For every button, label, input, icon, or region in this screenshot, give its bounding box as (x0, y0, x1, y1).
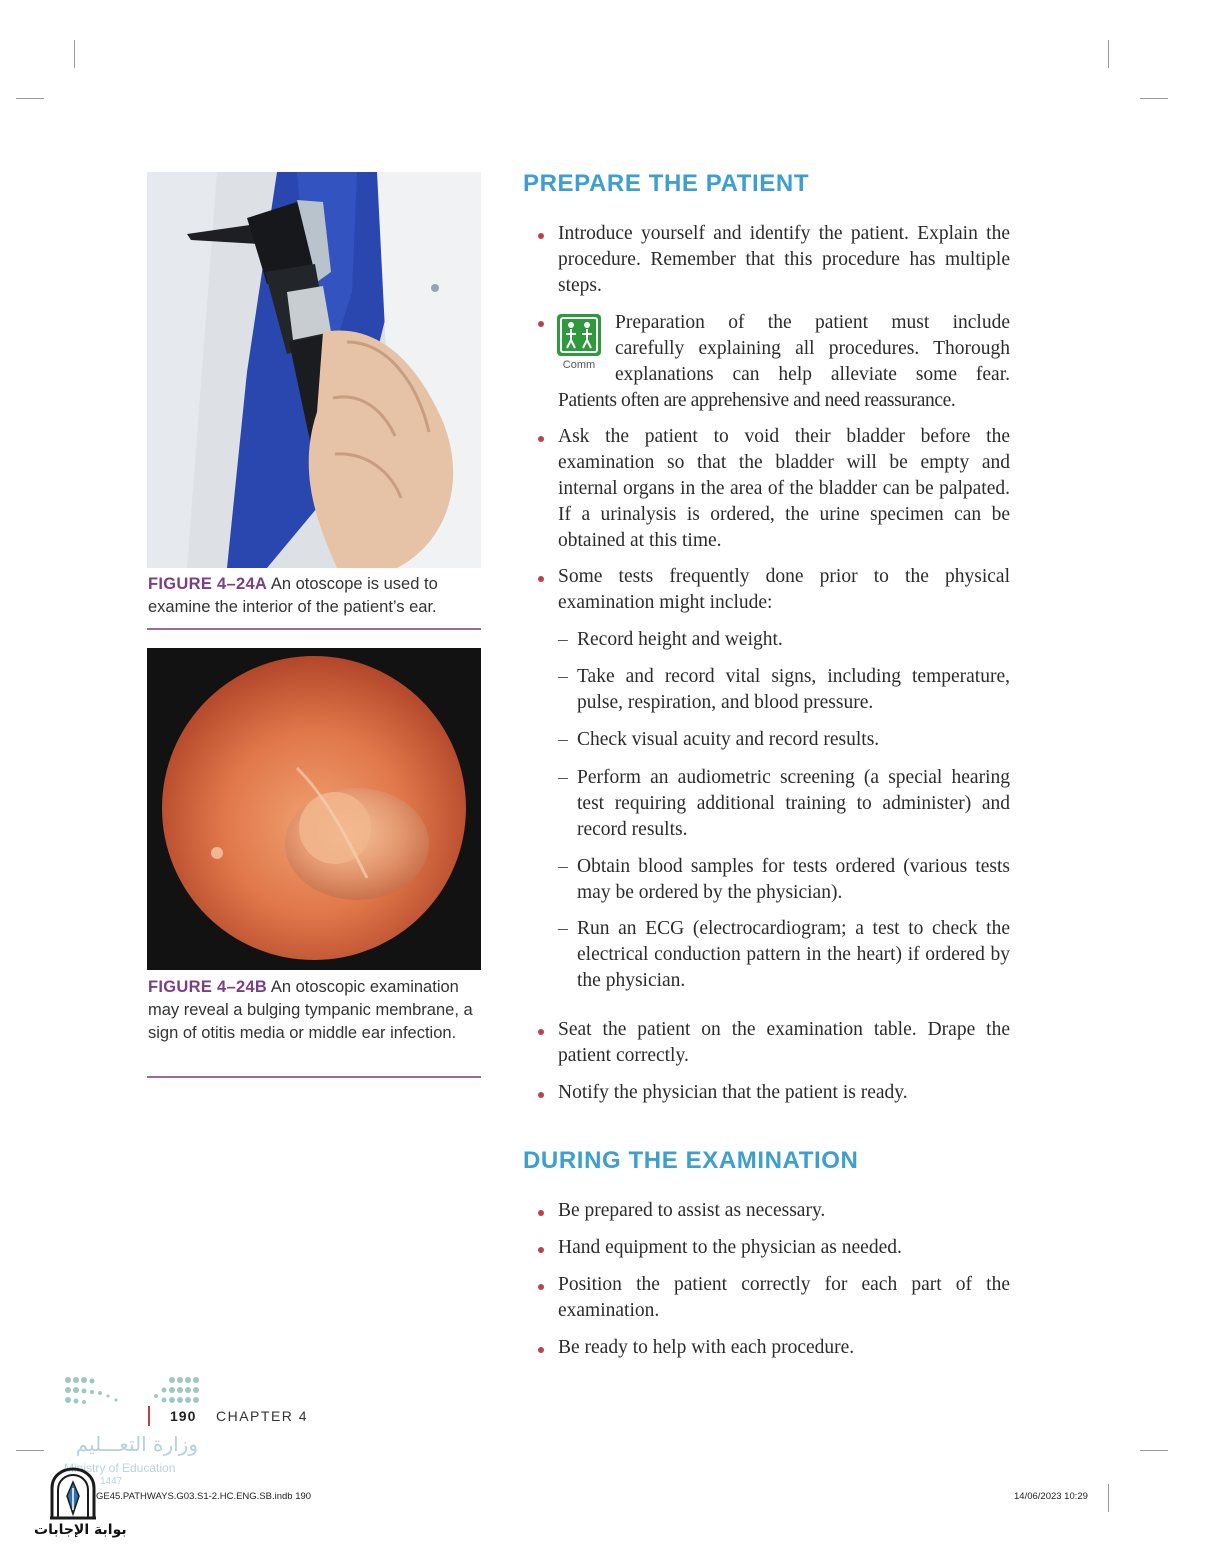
dash-marker: – (558, 767, 568, 788)
bullet-text: Position the patient correctly for each part of the examination. (558, 1274, 1010, 1321)
bullet-icon (538, 233, 544, 239)
caption-text: An otoscope is used to examine the interior of the patient’s ear. (148, 575, 438, 616)
bullet-text-line: explanations can help alleviate some fear. (615, 364, 1010, 385)
figure-caption (148, 976, 482, 1045)
bullet-text: Be prepared to assist as necessary. (558, 1200, 826, 1221)
ministry-name-en: Ministry of Education (64, 1461, 176, 1475)
bullet-text: Ask the patient to void their bladder before the examination so that the bladder will be empty and internal organs in the area of the bladder can be palpated. If a urinalysis is ordered, the urine specimen can be obtained at this time. (558, 426, 1010, 551)
sub-item-text: Obtain blood samples for tests ordered (various tests may be ordered by the physician). (577, 856, 1010, 903)
bullet-text-line: carefully explaining all procedures. Thorough (615, 338, 1010, 359)
figure-label: FIGURE 4–24A (148, 575, 268, 593)
bullet-text: Introduce yourself and identify the patient. Explain the procedure. Remember that this procedure has multiple steps. (558, 223, 1010, 296)
crop-mark (1108, 1484, 1109, 1512)
figure-caption (148, 573, 478, 619)
figure-divider (147, 628, 481, 630)
dash-marker: – (558, 629, 568, 650)
dash-marker: – (558, 729, 568, 750)
otoscope-photo (147, 172, 481, 568)
bullet-text: Notify the physician that the patient is ready. (558, 1082, 908, 1103)
comm-label: Comm (562, 359, 596, 371)
dash-marker: – (558, 856, 568, 877)
figure-divider (147, 1076, 481, 1078)
page-number-rule (148, 1406, 150, 1426)
year-label: 1447 (100, 1476, 123, 1487)
bullet-icon (538, 1092, 544, 1098)
print-date: 14/06/2023 10:29 (1014, 1491, 1088, 1502)
bullet-text-line: Preparation of the patient must include (615, 312, 1010, 333)
watermark-logo-icon (48, 1466, 98, 1527)
chapter-label: CHAPTER 4 (216, 1408, 309, 1424)
section-heading: PREPARE THE PATIENT (523, 170, 810, 197)
communication-icon (557, 314, 601, 356)
bullet-icon (538, 1284, 544, 1290)
crop-mark (16, 98, 44, 99)
bullet-text: Seat the patient on the examination table. Drape the patient correctly. (558, 1019, 1010, 1066)
file-slug: GE45.PATHWAYS.G03.S1-2.HC.ENG.SB.indb 190 (96, 1491, 312, 1502)
dash-marker: – (558, 918, 568, 939)
eardrum-photo (147, 648, 481, 970)
ministry-name-ar: وزارة التعـــليم (75, 1432, 198, 1456)
sub-item-text: Record height and weight. (577, 629, 783, 650)
bullet-icon (538, 1029, 544, 1035)
sub-item-text: Check visual acuity and record results. (577, 729, 880, 750)
bullet-text-line: Patients often are apprehensive and need reassurance. (558, 390, 956, 411)
crop-mark (16, 1450, 44, 1451)
crop-mark (1108, 40, 1109, 68)
crop-mark (1140, 98, 1168, 99)
bullet-icon (538, 321, 544, 327)
bullet-icon (538, 1210, 544, 1216)
bullet-text: Be ready to help with each procedure. (558, 1337, 855, 1358)
caption-text: An otoscopic examination may reveal a bulging tympanic membrane, a sign of otitis media or middle ear infection. (148, 978, 473, 1042)
bullet-icon (538, 436, 544, 442)
bullet-icon (538, 576, 544, 582)
bullet-icon (538, 1347, 544, 1353)
bullet-text: Hand equipment to the physician as needed. (558, 1237, 902, 1258)
sub-item-text: Perform an audiometric screening (a special hearing test requiring additional training to administer) and record results. (577, 767, 1010, 840)
watermark-text: بوابة الإجابات (34, 1522, 127, 1538)
sub-item-text: Run an ECG (electrocardiogram; a test to check the electrical conduction pattern in the heart) if ordered by the physician. (577, 918, 1010, 991)
crop-mark (1140, 1450, 1168, 1451)
bullet-icon (538, 1247, 544, 1253)
sub-item-text: Take and record vital signs, including temperature, pulse, respiration, and blood pressure. (577, 666, 1010, 713)
section-heading: DURING THE EXAMINATION (523, 1147, 859, 1174)
crop-mark (74, 40, 75, 68)
dash-marker: – (558, 666, 568, 687)
figure-label: FIGURE 4–24B (148, 978, 268, 996)
page-number: 190 (170, 1408, 197, 1424)
bullet-text: Some tests frequently done prior to the physical examination might include: (558, 566, 1010, 613)
